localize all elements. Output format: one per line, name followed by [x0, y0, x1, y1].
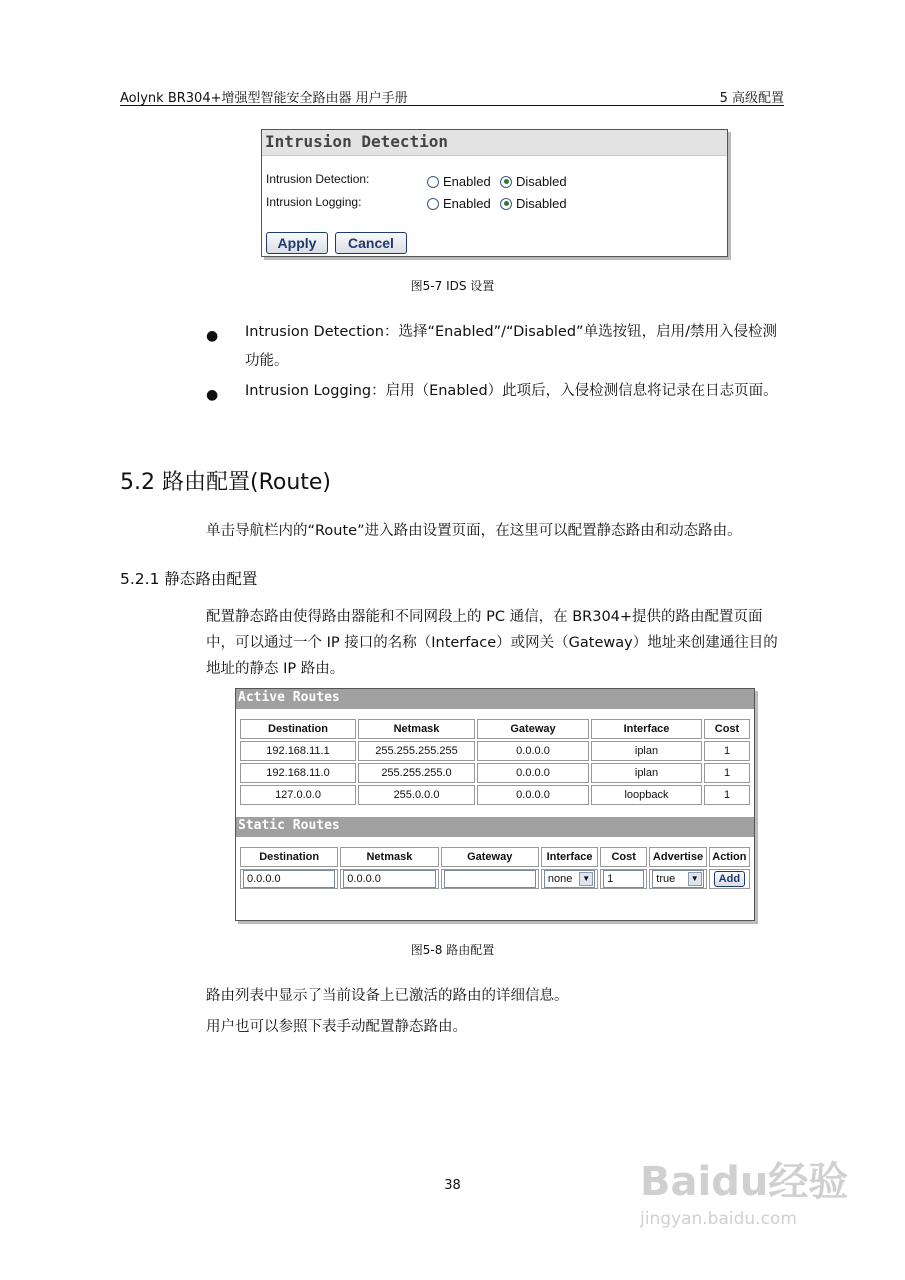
col-interface: Interface — [591, 719, 702, 739]
cell — [240, 869, 338, 889]
intrusion-detection-panel — [261, 129, 728, 257]
bullet-icon: ● — [206, 328, 219, 344]
bullet-icon: ● — [206, 387, 219, 403]
cell: 192.168.11.0 — [240, 763, 356, 783]
col-netmask: Netmask — [358, 719, 475, 739]
col-cost: Cost — [704, 719, 750, 739]
intrusion-detection-label: Intrusion Detection: — [266, 172, 370, 186]
cell — [600, 869, 647, 889]
baidu-watermark — [640, 1150, 848, 1229]
radio-checked-icon — [500, 198, 512, 210]
intrusion-detection-enabled-radio[interactable]: Enabled — [427, 174, 491, 189]
cell: 0.0.0.0 — [477, 741, 589, 761]
col-action: Action — [709, 847, 750, 867]
chevron-down-icon: ▼ — [579, 872, 593, 886]
table-row — [240, 785, 750, 805]
cell: iplan — [591, 763, 702, 783]
cell: 1 — [704, 741, 750, 761]
paragraph-manual-config: 用户也可以参照下表手动配置静态路由。 — [206, 1019, 467, 1035]
table-row — [240, 763, 750, 783]
section-paragraph: 单击导航栏内的“Route”进入路由设置页面，在这里可以配置静态路由和动态路由。 — [206, 523, 742, 539]
subsection-paragraph: 配置静态路由使得路由器能和不同网段上的 PC 通信，在 BR304+提供的路由配置页面中，可以通过一个 IP 接口的名称（Interface）或网关（Gateway）地址来创建通往目的地址的静态 IP 路由。 — [206, 609, 778, 677]
table-row — [240, 741, 750, 761]
intrusion-logging-label: Intrusion Logging: — [266, 195, 362, 209]
cell: 255.255.255.0 — [358, 763, 475, 783]
bullet-intrusion-detection: Intrusion Detection：选择“Enabled”/“Disabled”单选按钮，启用/禁用入侵检测功能。 — [245, 324, 777, 369]
subsection-title: 5.2.1 静态路由配置 — [120, 570, 258, 588]
cell: 255.255.255.255 — [358, 741, 475, 761]
cell — [541, 869, 598, 889]
watermark-logo: Baidu经验 — [640, 1159, 849, 1205]
static-routes-title: Static Routes — [236, 817, 754, 837]
header-chapter: 5 高级配置 — [719, 91, 784, 106]
intrusion-logging-enabled-radio[interactable]: Enabled — [427, 196, 491, 211]
advertise-select[interactable] — [652, 870, 703, 888]
cell: 127.0.0.0 — [240, 785, 356, 805]
cancel-button[interactable]: Cancel — [335, 232, 407, 254]
intrusion-detection-disabled-radio[interactable]: Disabled — [500, 174, 567, 189]
add-button[interactable]: Add — [714, 871, 745, 887]
panel-title: Intrusion Detection — [262, 130, 727, 156]
col-interface: Interface — [541, 847, 598, 867]
section-title: 5.2 路由配置(Route) — [120, 470, 332, 495]
cell — [649, 869, 706, 889]
radio-checked-icon — [500, 176, 512, 188]
cell — [441, 869, 539, 889]
col-gateway: Gateway — [441, 847, 539, 867]
netmask-input[interactable]: 0.0.0.0 — [343, 870, 435, 888]
col-destination: Destination — [240, 719, 356, 739]
figure-caption-ids: 图5-7 IDS 设置 — [410, 279, 495, 293]
cell: 255.0.0.0 — [358, 785, 475, 805]
active-routes-title: Active Routes — [236, 689, 754, 709]
routes-panel — [235, 688, 755, 921]
page-number: 38 — [444, 1178, 461, 1193]
interface-select[interactable] — [544, 870, 595, 888]
interface-value: none — [547, 873, 573, 885]
cell: 1 — [704, 785, 750, 805]
cell: loopback — [591, 785, 702, 805]
radio-empty-icon — [427, 198, 439, 210]
cell: iplan — [591, 741, 702, 761]
col-destination: Destination — [240, 847, 338, 867]
cell: 0.0.0.0 — [477, 785, 589, 805]
intrusion-logging-disabled-radio[interactable]: Disabled — [500, 196, 567, 211]
cost-input[interactable]: 1 — [603, 870, 644, 888]
advertise-value: true — [656, 873, 676, 885]
radio-empty-icon — [427, 176, 439, 188]
static-routes-table — [238, 845, 752, 891]
cell — [709, 869, 750, 889]
watermark-url: jingyan.baidu.com — [640, 1209, 797, 1229]
col-gateway: Gateway — [477, 719, 589, 739]
active-routes-table — [238, 717, 752, 807]
col-advertise: Advertise — [649, 847, 706, 867]
cell: 0.0.0.0 — [477, 763, 589, 783]
figure-caption-route: 图5-8 路由配置 — [410, 943, 495, 957]
chevron-down-icon: ▼ — [688, 872, 702, 886]
table-row — [240, 869, 750, 889]
gateway-input[interactable] — [444, 870, 536, 888]
apply-button[interactable]: Apply — [266, 232, 328, 254]
cell: 192.168.11.1 — [240, 741, 356, 761]
bullet-intrusion-logging: Intrusion Logging：启用（Enabled）此项后，入侵检测信息将记录在日志页面。 — [245, 383, 778, 399]
header-title: Aolynk BR304+增强型智能安全路由器 用户手册 — [120, 91, 408, 106]
cell: 1 — [704, 763, 750, 783]
paragraph-active-routes: 路由列表中显示了当前设备上已激活的路由的详细信息。 — [206, 988, 569, 1004]
col-netmask: Netmask — [340, 847, 438, 867]
page-header — [120, 86, 784, 106]
destination-input[interactable]: 0.0.0.0 — [243, 870, 335, 888]
col-cost: Cost — [600, 847, 647, 867]
cell — [340, 869, 438, 889]
